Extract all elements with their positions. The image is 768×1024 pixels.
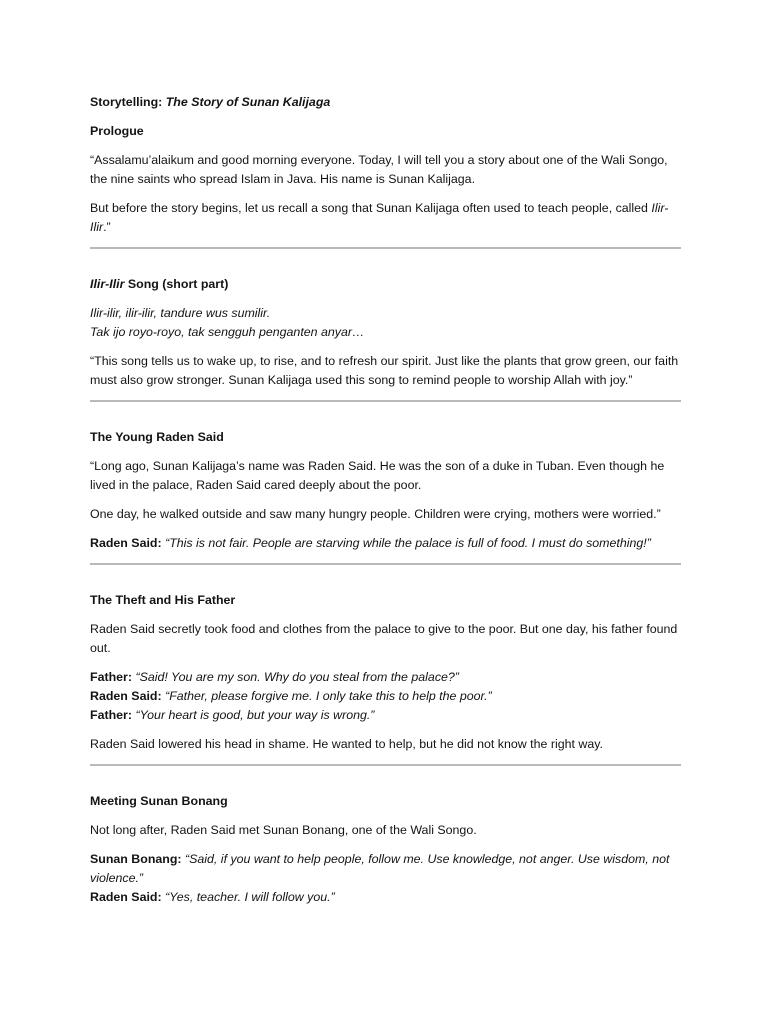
dialogue-quote: “Said! You are my son. Why do you steal from the palace?”: [135, 670, 459, 684]
section-theft-and-father: [90, 591, 680, 754]
theft-paragraph-2: Raden Said lowered his head in shame. He wanted to help, but he did not know the right way.: [90, 737, 603, 751]
section-young-raden-said: [90, 428, 680, 553]
song-lyric-line-1: Ilir-ilir, ilir-ilir, tandure wus sumilir.: [90, 306, 271, 320]
young-paragraph-1: “Long ago, Sunan Kalijaga’s name was Raden Said. He was the son of a duke in Tuban. Even though he lived in the palace, Raden Said cared deeply about the poor.: [90, 459, 665, 492]
section-prologue: [90, 122, 680, 237]
bonang-dialogue: [90, 850, 680, 907]
young-dialogue-line: [90, 534, 680, 553]
prologue-heading: Prologue: [90, 124, 144, 138]
dialogue-speaker: Raden Said:: [90, 890, 162, 904]
song-lyrics: [90, 304, 680, 342]
document-title: [90, 93, 680, 112]
section-meeting-sunan-bonang: [90, 792, 680, 907]
young-paragraph-2: One day, he walked outside and saw many hungry people. Children were crying, mothers were worried.”: [90, 507, 661, 521]
section-divider: [90, 764, 681, 766]
dialogue-quote: “Said, if you want to help people, follow me. Use knowledge, not anger. Use wisdom, not violence.”: [90, 852, 670, 885]
bonang-heading: Meeting Sunan Bonang: [90, 794, 228, 808]
section-divider: [90, 563, 681, 565]
song-paragraph-1: “This song tells us to wake up, to rise, and to refresh our spirit. Just like the plants that grow green, our faith must also grow stronger. Sunan Kalijaga used this song to remind people to worship Allah with joy.”: [90, 354, 679, 387]
dialogue-quote: “Your heart is good, but your way is wrong.”: [135, 708, 375, 722]
dialogue-speaker: Father:: [90, 670, 132, 684]
bonang-paragraph-1: Not long after, Raden Said met Sunan Bonang, one of the Wali Songo.: [90, 823, 477, 837]
title-prefix: Storytelling:: [90, 95, 166, 109]
section-song: [90, 275, 680, 390]
dialogue-line: [90, 687, 680, 706]
song-heading: [90, 275, 680, 294]
dialogue-quote: “This is not fair. People are starving while the palace is full of food. I must do something!”: [165, 536, 651, 550]
dialogue-speaker: Raden Said:: [90, 536, 162, 550]
song-lyric-line-2: Tak ijo royo-royo, tak sengguh penganten anyar…: [90, 325, 365, 339]
dialogue-quote: “Yes, teacher. I will follow you.”: [165, 890, 335, 904]
prologue-p2-text: But before the story begins, let us recall a song that Sunan Kalijaga often used to teach people, called: [90, 201, 652, 215]
section-divider: [90, 247, 681, 249]
dialogue-line: [90, 668, 680, 687]
song-heading-rest: Song (short part): [124, 277, 229, 291]
section-divider: [90, 400, 681, 402]
prologue-paragraph-1: “Assalamu’alaikum and good morning everyone. Today, I will tell you a story about one of the Wali Songo, the nine saints who spread Islam in Java. His name is Sunan Kalijaga.: [90, 153, 668, 186]
dialogue-speaker: Raden Said:: [90, 689, 162, 703]
dialogue-line: [90, 706, 680, 725]
dialogue-quote: “Father, please forgive me. I only take this to help the poor.”: [165, 689, 492, 703]
theft-dialogue: [90, 668, 680, 725]
prologue-paragraph-2: [90, 199, 680, 237]
theft-paragraph-1: Raden Said secretly took food and clothes from the palace to give to the poor. But one day, his father found out.: [90, 622, 678, 655]
dialogue-line: [90, 888, 680, 907]
dialogue-speaker: Sunan Bonang:: [90, 852, 182, 866]
prologue-p2-song: Ilir-Ilir: [90, 201, 669, 234]
song-heading-title: Ilir-Ilir: [90, 277, 125, 291]
dialogue-speaker: Father:: [90, 708, 132, 722]
young-heading: The Young Raden Said: [90, 430, 224, 444]
prologue-p2-end: .”: [103, 220, 111, 234]
title-story-name: The Story of Sunan Kalijaga: [165, 95, 331, 109]
theft-heading: The Theft and His Father: [90, 593, 236, 607]
dialogue-line: [90, 850, 680, 888]
